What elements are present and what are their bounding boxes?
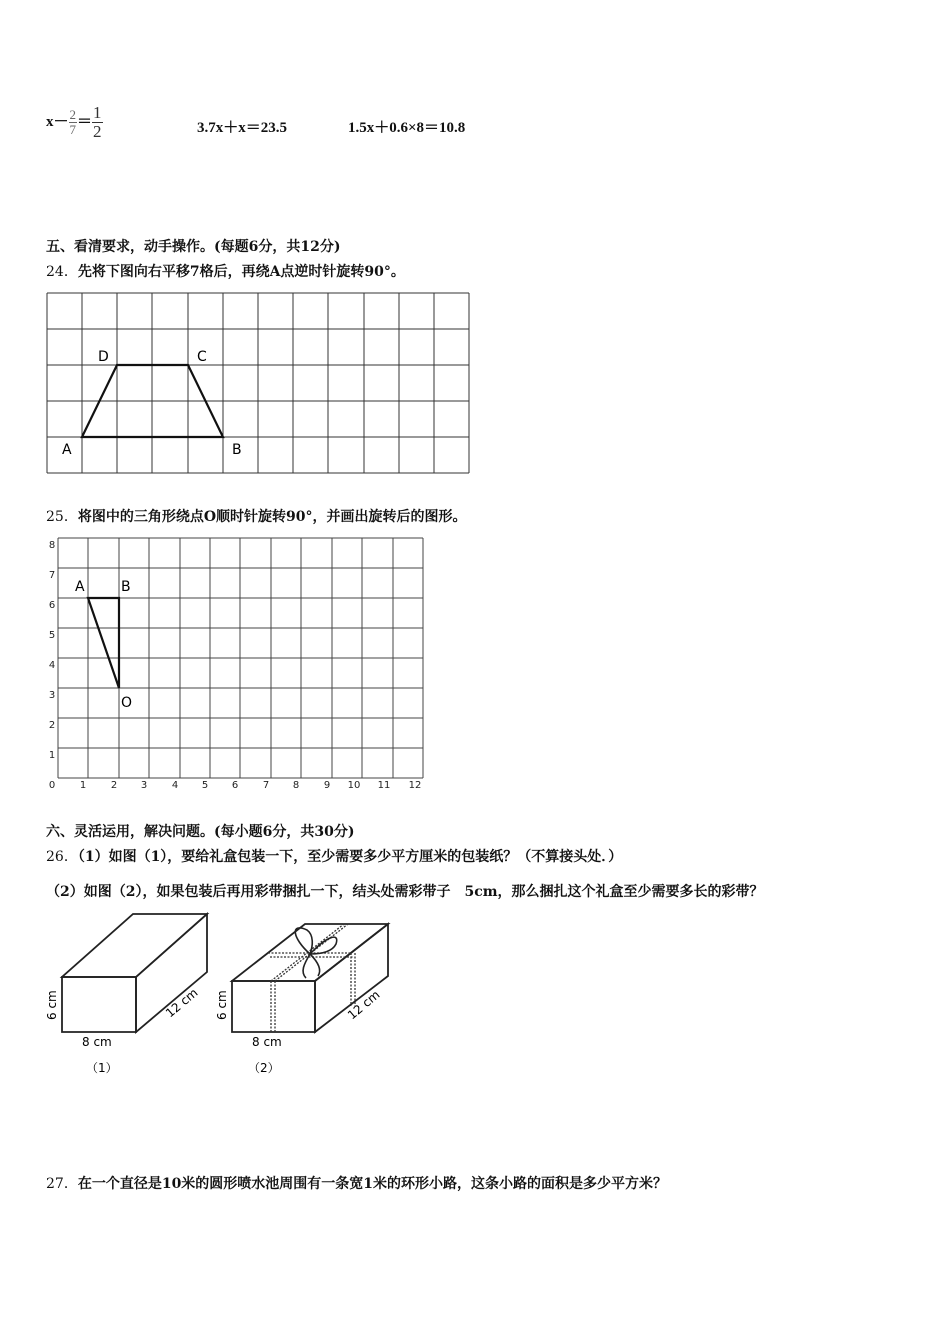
- q24-label-d: D: [98, 349, 109, 365]
- equation-1-var: x－: [46, 113, 69, 130]
- question-25: 25．将图中的三角形绕点O顺时针旋转90°，并画出旋转后的图形。: [46, 509, 467, 525]
- equation-1: [46, 104, 103, 141]
- question-26-part-1: 26．（1）如图（1），要给礼盒包装一下，至少需要多少平方厘米的包装纸？（不算接头处．）: [46, 849, 623, 865]
- y-tick-5: 5: [48, 630, 56, 641]
- y-tick-4: 4: [48, 660, 56, 671]
- y-tick-3: 3: [48, 690, 56, 701]
- question-27: 27．在一个直径是10米的圆形喷水池周围有一条宽1米的环形小路，这条小路的面积是多少平方米？: [46, 1176, 668, 1192]
- y-tick-7: 7: [48, 570, 56, 581]
- equals-sign: ＝: [77, 113, 93, 130]
- q24-label-a: A: [62, 442, 72, 458]
- fraction-2-7: $\frac{2}{7}$: [69, 107, 77, 137]
- q24-label-c: C: [197, 349, 207, 365]
- box-1-front-face: [62, 977, 136, 1032]
- section-6-title: 六、灵活运用，解决问题。(每小题6分，共30分): [46, 824, 355, 840]
- question-24: 24．先将下图向右平移7格后，再绕A点逆时针旋转90°。: [46, 264, 405, 280]
- box-2-front-face: [232, 981, 315, 1032]
- q24-grid-lines: [47, 293, 469, 473]
- x-tick-11: 11: [377, 780, 391, 791]
- q25-grid-figure: [40, 530, 440, 800]
- box-1-depth-label: 12 cm: [162, 985, 201, 1021]
- x-tick-12: 12: [408, 780, 422, 791]
- fraction-1-2: $\frac{1}{2}$: [93, 103, 102, 141]
- x-tick-1: 1: [79, 780, 87, 791]
- equation-3: 1.5x＋0.6×8＝10.8: [348, 120, 466, 136]
- x-tick-10: 10: [347, 780, 361, 791]
- triangle-abo: [88, 598, 119, 688]
- box-2-height-label: 6 cm: [215, 990, 229, 1020]
- x-tick-9: 9: [323, 780, 331, 791]
- x-tick-7: 7: [262, 780, 270, 791]
- figure-2-caption: （2）: [248, 1061, 280, 1075]
- figure-1-caption: （1）: [86, 1061, 118, 1075]
- box-2-width-label: 8 cm: [252, 1035, 282, 1049]
- x-tick-3: 3: [140, 780, 148, 791]
- y-tick-8: 8: [48, 540, 56, 551]
- q25-label-b: B: [121, 579, 131, 595]
- equation-2: 3.7x＋x＝23.5: [197, 120, 288, 136]
- x-tick-8: 8: [292, 780, 300, 791]
- y-tick-2: 2: [48, 720, 56, 731]
- x-tick-5: 5: [201, 780, 209, 791]
- q24-label-b: B: [232, 442, 242, 458]
- ribbon-bow: [295, 928, 336, 978]
- q25-label-a: A: [75, 579, 85, 595]
- y-tick-1: 1: [48, 750, 56, 761]
- x-tick-2: 2: [110, 780, 118, 791]
- q25-label-o: O: [121, 695, 133, 711]
- q25-grid-lines: [58, 538, 423, 778]
- gift-box-figure-2: [212, 908, 397, 1078]
- y-tick-6: 6: [48, 600, 56, 611]
- x-tick-6: 6: [231, 780, 239, 791]
- section-5-title: 五、看清要求，动手操作。(每题6分，共12分): [46, 239, 341, 255]
- q24-grid-figure: [46, 292, 472, 476]
- x-tick-4: 4: [171, 780, 179, 791]
- box-1-top-face: [62, 914, 207, 977]
- x-tick-0: 0: [48, 780, 56, 791]
- box-1-height-label: 6 cm: [45, 990, 59, 1020]
- gift-box-figure-1: [44, 908, 214, 1078]
- box-2-depth-label: 12 cm: [344, 987, 383, 1023]
- box-1-width-label: 8 cm: [82, 1035, 112, 1049]
- question-26-part-2: （2）如图（2），如果包装后再用彩带捆扎一下，结头处需彩带子 5cm，那么捆扎这个礼盒至少需要多长的彩带？: [46, 884, 764, 900]
